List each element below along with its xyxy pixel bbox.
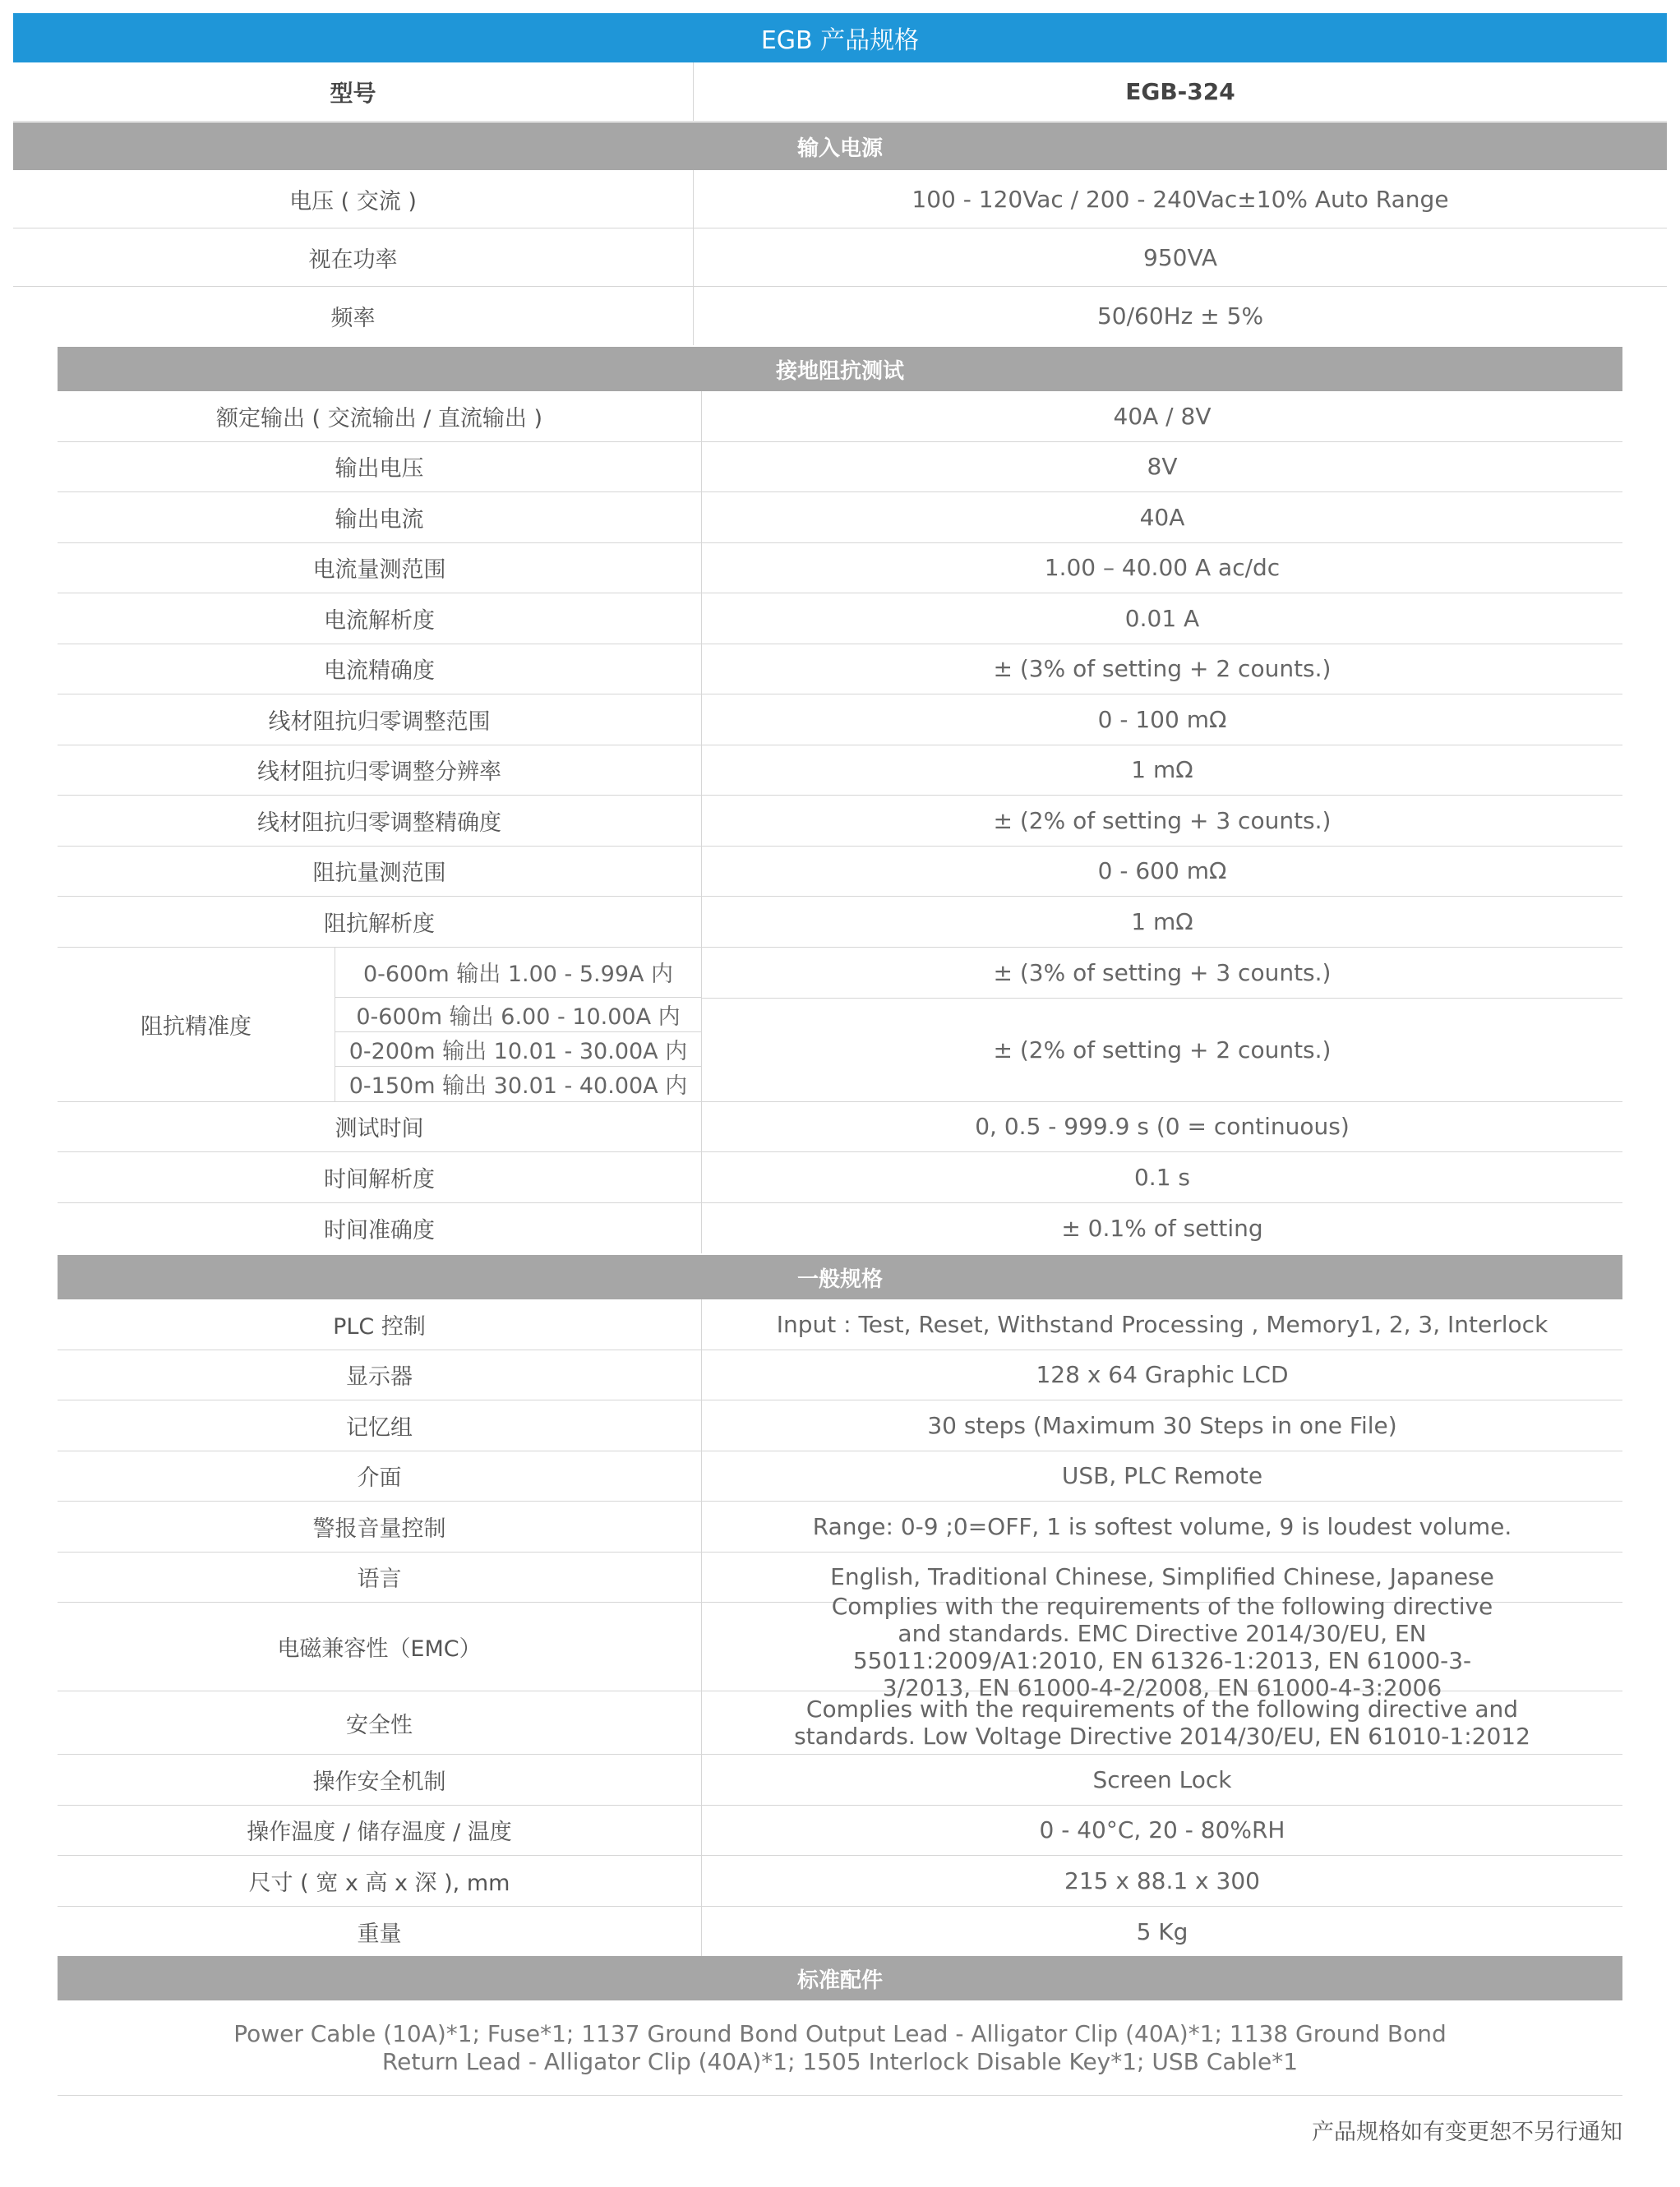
row-label: 介面 [58,1451,702,1502]
model-row [13,62,1667,122]
row-label: 测试时间 [58,1102,702,1152]
row-label: 安全性 [58,1691,702,1754]
row-value: 1.00 – 40.00 A ac/dc [1044,554,1281,582]
table-row [58,1451,1622,1502]
row-value: 950VA [1143,243,1217,271]
row-value: 8V [1147,453,1178,481]
accuracy-values [702,948,1622,1101]
row-label: 线材阻抗归零调整范围 [58,694,702,745]
accuracy-condition: 0-600m 输出 1.00 - 5.99A 内 [335,948,701,999]
row-label: 视在功率 [13,228,694,286]
accuracy-condition: 0-200m 输出 10.01 - 30.00A 内 [335,1032,701,1067]
row-value: 50/60Hz ± 5% [1096,302,1264,330]
row-label: 时间准确度 [58,1203,702,1254]
section-header-accessories: 标准配件 [58,1956,1622,2000]
general-table [58,1299,1622,1957]
row-value: 40A [1139,503,1185,531]
table-row [58,1299,1622,1350]
accessories-text: Power Cable (10A)*1; Fuse*1; 1137 Ground Bond Output Lead - Alligator Clip (40A)*1; 1138 Ground Bond Return Lead - Alligator Clip (40A)*1; 1505 Interlock Disable Key*1; USB Cable*1 [58,2000,1622,2096]
row-label: 额定输出 ( 交流输出 / 直流输出 ) [58,391,702,441]
table-row [58,543,1622,594]
row-label: 警报音量控制 [58,1502,702,1552]
row-label: 输出电流 [58,492,702,542]
table-row [58,644,1622,695]
table-row [58,1400,1622,1451]
row-label: 重量 [58,1907,702,1958]
table-row [58,694,1622,745]
row-value: 5 Kg [1136,1917,1188,1945]
page-title: EGB 产品规格 [13,13,1667,62]
footnote: 产品规格如有变更恕不另行通知 [1312,2120,1622,2145]
table-row [58,1102,1622,1153]
row-label: 阻抗精准度 [58,948,335,1101]
table-row [58,391,1622,442]
table-row [58,1856,1622,1907]
table-row [58,492,1622,543]
row-value: 0 - 100 mΩ [1097,705,1227,733]
row-label: 显示器 [58,1350,702,1400]
row-label: 电压 ( 交流 ) [13,170,694,228]
impedance-accuracy-block [58,948,1622,1102]
row-label: 操作安全机制 [58,1755,702,1805]
row-label: 语言 [58,1553,702,1603]
row-value: Input : Test, Reset, Withstand Processing , Memory1, 2, 3, Interlock [776,1310,1548,1338]
table-row [58,442,1622,493]
row-value: Range: 0-9 ;0=OFF, 1 is softest volume, 9 is loudest volume. [812,1512,1512,1540]
section-header-power: 输入电源 [13,122,1667,170]
row-value: ± 0.1% of setting [1061,1214,1263,1242]
table-row [58,1502,1622,1553]
row-label: 时间解析度 [58,1152,702,1202]
row-value: 0 - 40°C, 20 - 80%RH [1039,1816,1285,1844]
row-value: Screen Lock [1092,1765,1232,1793]
table-row [58,847,1622,897]
section-header-ground: 接地阻抗测试 [58,347,1622,391]
table-row [13,170,1667,228]
row-value: 100 - 120Vac / 200 - 240Vac±10% Auto Range [912,185,1449,213]
row-value: 1 mΩ [1131,907,1193,935]
row-label: 记忆组 [58,1400,702,1451]
table-row [13,287,1667,345]
row-value: 1 mΩ [1131,756,1193,784]
row-value: USB, PLC Remote [1061,1462,1263,1490]
row-label: 电流解析度 [58,593,702,644]
row-label: 阻抗量测范围 [58,847,702,897]
table-row [58,796,1622,847]
table-row [58,1350,1622,1401]
row-value: 215 x 88.1 x 300 [1064,1866,1260,1894]
table-row [58,1592,1622,1701]
row-value: 0.01 A [1124,604,1200,632]
row-value: Complies with the requirements of the following directive and standards. EMC Directive 2014/30/EU, EN 55011:2009/A1:2010, EN 61326-1:2013, EN 61000-3-3/2013, EN 61000-4-2/2008, EN 61000-4-3:2006 [831,1592,1493,1701]
row-value: 30 steps (Maximum 30 Steps in one File) [927,1411,1397,1439]
row-label: 线材阻抗归零调整精确度 [58,796,702,846]
table-row [58,1152,1622,1203]
table-row [58,745,1622,796]
table-row [58,1691,1622,1755]
table-row [58,1755,1622,1806]
row-value: ± (3% of setting + 2 counts.) [993,655,1332,683]
table-row [58,1203,1622,1254]
row-value: 128 x 64 Graphic LCD [1036,1361,1289,1389]
row-label: 线材阻抗归零调整分辨率 [58,745,702,796]
row-value: 0, 0.5 - 999.9 s (0 = continuous) [975,1113,1350,1141]
row-value: ± (3% of setting + 3 counts.) [702,948,1622,999]
row-label: 输出电压 [58,442,702,492]
row-value: ± (2% of setting + 3 counts.) [993,806,1332,834]
table-row [13,228,1667,287]
model-value: EGB-324 [1125,78,1235,105]
row-value: 40A / 8V [1113,402,1212,430]
model-label: 型号 [13,62,694,121]
row-value: 0.1 s [1133,1163,1191,1191]
row-label: 频率 [13,287,694,345]
row-value: English, Traditional Chinese, Simplified Chinese, Japanese [830,1563,1494,1591]
row-label: 电磁兼容性（EMC） [58,1603,702,1691]
row-label: 阻抗解析度 [58,897,702,947]
row-label: 电流量测范围 [58,543,702,593]
accuracy-condition: 0-150m 输出 30.01 - 40.00A 内 [348,1073,688,1100]
table-row [58,1907,1622,1958]
row-label: 尺寸 ( 宽 x 高 x 深 ), mm [58,1856,702,1906]
row-value: 0 - 600 mΩ [1097,857,1227,885]
accuracy-condition: 0-600m 输出 6.00 - 10.00A 内 [335,998,701,1032]
ground-table [58,391,1622,1253]
row-value: Complies with the requirements of the following directive and standards. Low Voltage Directive 2014/30/EU, EN 61010-1:2012 [794,1696,1530,1750]
power-table [13,170,1667,345]
section-header-general: 一般规格 [58,1255,1622,1299]
table-row [58,897,1622,948]
row-label: 电流精确度 [58,644,702,694]
row-value: ± (2% of setting + 2 counts.) [993,1036,1332,1064]
row-label: PLC 控制 [58,1299,702,1350]
table-row [58,593,1622,644]
accuracy-conditions [335,948,702,1101]
table-row [58,1806,1622,1857]
row-label: 操作温度 / 储存温度 / 温度 [58,1806,702,1856]
